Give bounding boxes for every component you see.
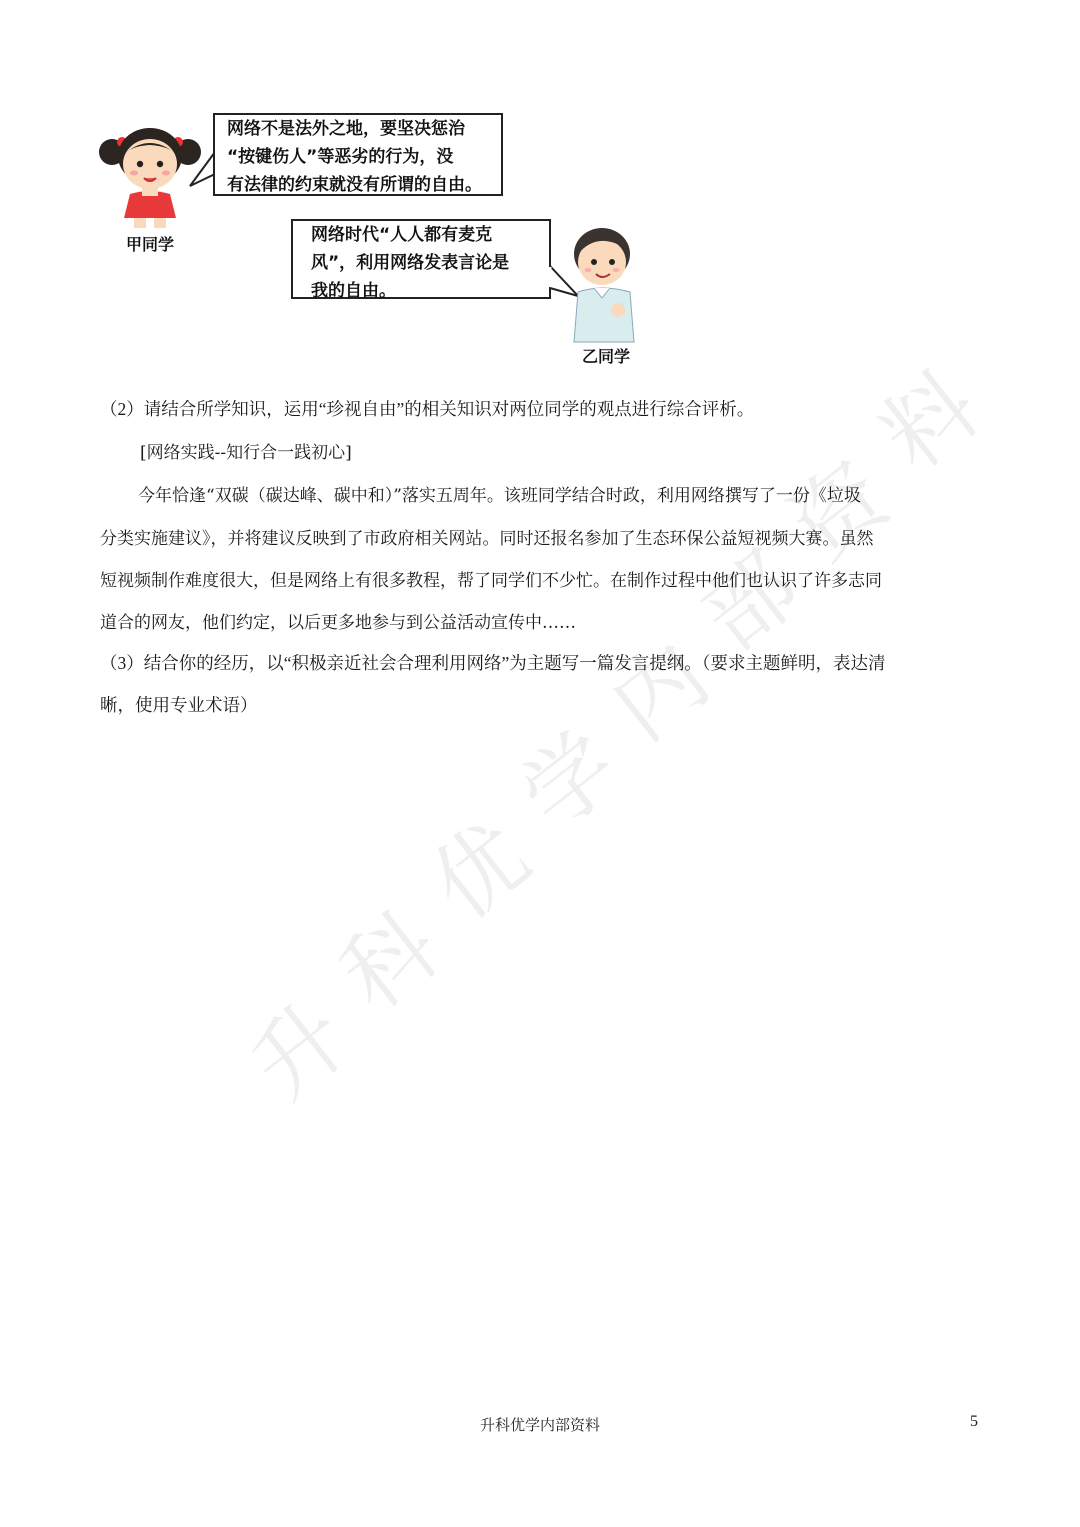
girl-illustration [98,118,202,230]
watermark-char: 资 [772,442,909,581]
page-number: 5 [970,1413,978,1430]
watermark-char: 部 [682,532,819,671]
speaker-a-caption: 甲同学 [126,235,175,254]
speech-line: 网络时代“人人都有麦克 [311,225,493,245]
speech-tail-a [188,150,216,190]
watermark-char: 升 [232,982,369,1121]
speech-bubble-b [291,219,551,299]
question-3-line: （3）结合你的经历，以“积极亲近社会合理利用网络”为主题写一篇发言提纲。（要求主题鲜明，表达清 [100,653,886,673]
watermark-char: 优 [412,802,549,941]
speech-line: “按键伤人”等恶劣的行为，没 [227,147,454,167]
material-line: 道合的网友，他们约定，以后更多地参与到公益活动宣传中…… [100,613,576,633]
page-footer: 升科优学内部资料 [479,1416,600,1434]
question-2: （2）请结合所学知识，运用“珍视自由”的相关知识对两位同学的观点进行综合评析。 [100,399,755,419]
material-line: 短视频制作难度很大，但是网络上有很多教程，帮了同学们不少忙。在制作过程中他们也认识了许多志同 [100,571,882,591]
watermark-char: 学 [502,712,639,851]
material-line: 今年恰逢“双碳（碳达峰、碳中和）”落实五周年。该班同学结合时政，利用网络撰写了一份《垃圾 [138,486,861,506]
section-heading: [网络实践--知行合一践初心] [140,443,352,463]
speech-line: 网络不是法外之地，要坚决惩治 [227,119,465,139]
question-3-line: 晰，使用专业术语） [100,695,258,715]
speech-line: 风”，利用网络发表言论是 [311,253,510,273]
speech-line: 有法律的约束就没有所谓的自由。 [227,175,482,195]
watermark-char: 科 [322,892,459,1031]
speech-line: 我的自由。 [311,281,396,301]
speaker-b-caption: 乙同学 [582,347,631,366]
watermark-char: 内 [592,622,729,761]
material-line: 分类实施建议》，并将建议反映到了市政府相关网站。同时还报名参加了生态环保公益短视频大赛。虽然 [100,529,874,549]
watermark-char: 料 [862,352,999,491]
boy-illustration [568,224,640,344]
speech-bubble-a [213,113,503,196]
